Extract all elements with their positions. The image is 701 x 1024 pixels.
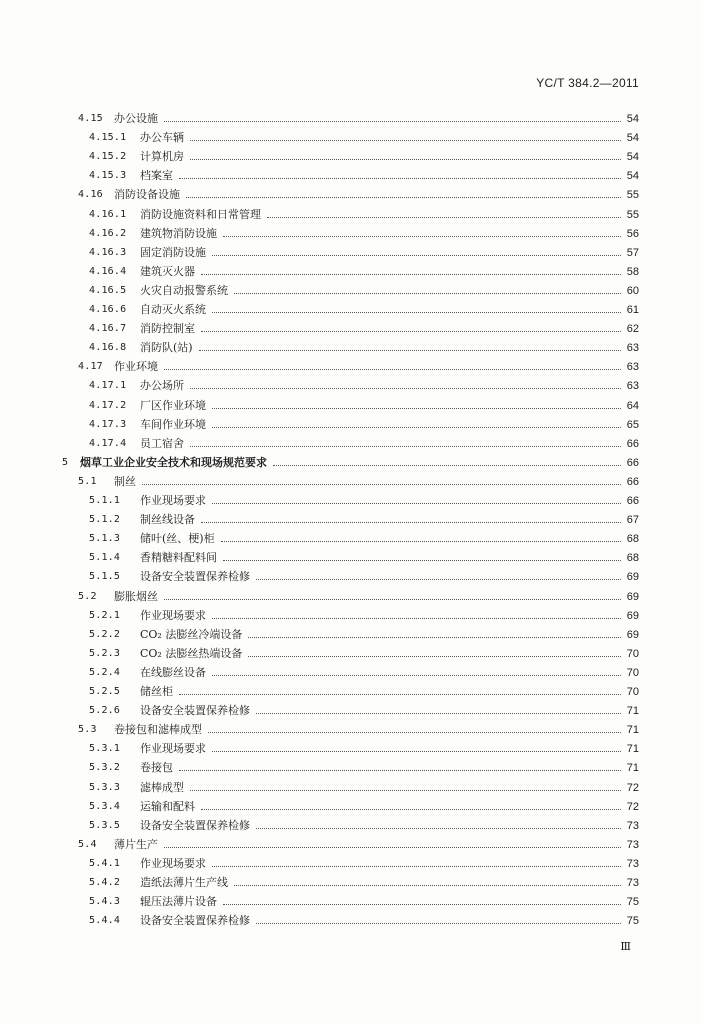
toc-entry (0, 645, 701, 663)
toc-entry-page: 70 (626, 686, 639, 698)
toc-entry-page: 66 (626, 495, 639, 507)
toc-entry-title: 设备安全装置保养检修 (140, 914, 250, 928)
toc-entry-page: 68 (626, 552, 639, 565)
toc-leader-dots (190, 388, 621, 389)
toc-entry-number: 4.16.7 (89, 323, 127, 335)
toc-entry (0, 530, 701, 548)
toc-entry-title: 膨胀烟丝 (114, 589, 158, 603)
toc-entry-title: 储丝柜 (140, 685, 173, 698)
toc-entry-number: 4.16.6 (89, 304, 127, 315)
toc-entry (0, 397, 701, 415)
toc-entry-title: 香精糖料配料间 (140, 551, 217, 565)
toc-entry-page: 63 (626, 342, 639, 355)
toc-leader-dots (212, 675, 621, 676)
toc-leader-dots (164, 369, 621, 370)
toc-entry-number: 5 (62, 456, 69, 468)
toc-leader-dots (208, 732, 621, 733)
toc-entry (0, 912, 701, 930)
toc-entry-number: 4.16.2 (89, 227, 127, 239)
toc-entry (0, 148, 701, 166)
toc-entry-number: 4.15.1 (89, 132, 127, 144)
toc-leader-dots (190, 446, 621, 447)
toc-entry-page: 73 (626, 877, 639, 889)
toc-entry-title: 消防设备设施 (114, 188, 180, 202)
toc-entry-title: 作业现场要求 (140, 608, 206, 622)
toc-leader-dots (234, 293, 621, 294)
toc-entry (0, 320, 701, 338)
toc-entry-number: 4.16 (78, 189, 103, 201)
toc-entry-page: 75 (626, 915, 639, 928)
toc-leader-dots (223, 904, 621, 905)
toc-entry-page: 62 (626, 323, 639, 336)
toc-entry-title: 储叶(丝、梗)柜 (140, 532, 215, 546)
toc-entry-page: 55 (626, 208, 639, 221)
toc-entry-number: 4.17.1 (89, 380, 127, 392)
toc-entry (0, 779, 701, 797)
toc-entry (0, 377, 701, 395)
toc-leader-dots (186, 197, 621, 198)
toc-leader-dots (201, 331, 621, 332)
toc-entry-number: 5.3.3 (89, 781, 121, 793)
toc-entry-title: 薄片生产 (114, 837, 158, 851)
toc-leader-dots (212, 408, 621, 409)
toc-entry-page: 72 (626, 800, 639, 813)
toc-entry (0, 817, 701, 835)
toc-leader-dots (256, 828, 621, 829)
toc-leader-dots (190, 159, 621, 160)
toc-entry-page: 65 (626, 418, 639, 431)
toc-entry-number: 4.16.5 (89, 284, 127, 296)
toc-entry-page: 70 (626, 666, 639, 679)
toc-entry-page: 72 (626, 781, 639, 794)
toc-entry-title: CO₂ 法膨丝冷端设备 (140, 627, 243, 641)
toc-entry-title: 固定消防设施 (140, 245, 206, 259)
toc-entry-title: 辊压法薄片设备 (140, 895, 217, 909)
toc-leader-dots (190, 790, 621, 791)
toc-leader-dots (212, 503, 621, 504)
toc-entry-number: 4.15.2 (89, 151, 127, 163)
toc-entry-number: 5.2 (78, 590, 97, 602)
toc-entry-page: 69 (626, 609, 639, 622)
toc-entry (0, 244, 701, 262)
toc-entry (0, 759, 701, 777)
toc-entry (0, 339, 701, 357)
toc-entry-page: 71 (626, 762, 639, 775)
toc-entry-number: 5.4.3 (89, 896, 121, 908)
toc-leader-dots (199, 350, 621, 351)
toc-entry-title: 滤棒成型 (140, 780, 184, 794)
toc-entry-title: 作业现场要求 (140, 494, 206, 507)
toc-entry-number: 5.1.5 (89, 571, 121, 583)
toc-entry-title: 烟草工业企业安全技术和现场规范要求 (80, 455, 267, 469)
toc-entry-number: 5.1.4 (89, 552, 121, 564)
toc-entry-page: 75 (626, 896, 639, 909)
toc-entry-number: 5.1.1 (89, 495, 121, 506)
toc-entry (0, 855, 701, 873)
toc-entry (0, 263, 701, 281)
toc-entry (0, 167, 701, 185)
toc-entry-title: 设备安全装置保养检修 (140, 818, 250, 832)
toc-leader-dots (190, 140, 621, 141)
toc-entry-number: 5.3.4 (89, 800, 121, 812)
toc-entry-page: 66 (626, 475, 639, 488)
toc-entry-page: 69 (626, 628, 639, 641)
toc-entry-number: 5.3.2 (89, 762, 121, 774)
toc-entry-page: 54 (626, 132, 639, 145)
toc-entry-page: 66 (626, 437, 639, 450)
toc-entry-number: 5.1 (78, 475, 97, 487)
toc-entry (0, 301, 701, 319)
toc-entry-title: 作业现场要求 (140, 742, 206, 756)
toc-entry-title: 卷接包 (140, 761, 173, 775)
toc-entry-number: 5.2.2 (89, 628, 121, 640)
toc-entry (0, 492, 701, 510)
toc-entry (0, 511, 701, 529)
toc-leader-dots (164, 121, 621, 122)
toc-entry-title: 计算机房 (140, 150, 184, 164)
toc-entry (0, 683, 701, 701)
toc-entry-number: 4.15.3 (89, 170, 127, 182)
toc-leader-dots (179, 770, 621, 771)
toc-entry-title: 设备安全装置保养检修 (140, 570, 250, 584)
toc-entry (0, 129, 701, 147)
toc-leader-dots (221, 541, 621, 542)
toc-leader-dots (212, 866, 621, 867)
toc-entry-title: 设备安全装置保养检修 (140, 704, 250, 718)
toc-entry (0, 358, 701, 376)
toc-entry-page: 55 (626, 189, 639, 202)
toc-entry (0, 798, 701, 816)
toc-entry-page: 57 (626, 246, 639, 259)
toc-leader-dots (212, 751, 621, 752)
toc-entry-number: 4.15 (78, 113, 103, 124)
toc-leader-dots (223, 236, 621, 237)
toc-entry-page: 68 (626, 533, 639, 546)
toc-entry (0, 893, 701, 911)
toc-entry-page: 64 (626, 399, 639, 412)
toc-entry-title: 自动灭火系统 (140, 303, 206, 316)
toc-entry-number: 5.4.2 (89, 877, 121, 888)
toc-entry-page: 71 (626, 705, 639, 718)
page-number-roman: Ⅲ (620, 940, 631, 953)
toc-entry-title: 消防设施资料和日常管理 (140, 207, 261, 221)
toc-entry-number: 5.2.5 (89, 686, 121, 697)
toc-entry-number: 4.16.1 (89, 208, 127, 220)
toc-entry-number: 4.17.4 (89, 437, 127, 449)
toc-leader-dots (256, 579, 621, 580)
toc-leader-dots (234, 885, 621, 886)
toc-entry-number: 4.16.8 (89, 342, 127, 354)
toc-leader-dots (201, 274, 621, 275)
toc-leader-dots (201, 809, 621, 810)
toc-entry-number: 5.1.2 (89, 514, 121, 526)
toc-entry-title: 作业环境 (114, 360, 158, 374)
toc-entry-title: 卷接包和滤棒成型 (114, 723, 202, 737)
toc-entry (0, 454, 701, 472)
toc-entry-number: 4.17.3 (89, 418, 127, 430)
toc-leader-dots (273, 465, 621, 466)
toc-entry (0, 836, 701, 854)
toc-entry-number: 5.1.3 (89, 533, 121, 545)
toc-entry-title: 办公设施 (114, 112, 158, 125)
toc-leader-dots (248, 656, 621, 657)
toc-entry-title: 厂区作业环境 (140, 398, 206, 412)
toc-entry-number: 5.2.6 (89, 705, 121, 717)
toc-entry-page: 73 (626, 857, 639, 870)
toc-leader-dots (164, 847, 621, 848)
toc-entry-title: 制丝 (114, 474, 136, 488)
toc-entry-page: 58 (626, 265, 639, 278)
toc-entry-number: 4.16.4 (89, 265, 127, 277)
toc-entry (0, 282, 701, 300)
toc-entry-page: 54 (626, 151, 639, 164)
toc-entry (0, 702, 701, 720)
toc-entry (0, 206, 701, 224)
toc-entry-page: 63 (626, 380, 639, 393)
toc-entry-title: 运输和配料 (140, 799, 195, 813)
toc-entry-title: 在线膨丝设备 (140, 665, 206, 679)
toc-entry-title: 火灾自动报警系统 (140, 283, 228, 297)
toc-entry-number: 5.3.1 (89, 743, 121, 755)
toc-entry-title: 档案室 (140, 169, 173, 183)
toc-entry (0, 588, 701, 606)
toc-leader-dots (212, 312, 621, 313)
toc-leader-dots (248, 637, 621, 638)
toc-entry (0, 225, 701, 243)
toc-entry (0, 607, 701, 625)
toc-entry-number: 5.2.1 (89, 609, 121, 621)
toc-entry-number: 5.3.5 (89, 819, 121, 831)
toc-leader-dots (256, 923, 621, 924)
toc-leader-dots (212, 427, 621, 428)
toc-leader-dots (212, 255, 621, 256)
toc-entry-title: 消防控制室 (140, 322, 195, 336)
toc-entry-page: 63 (626, 361, 639, 374)
toc-entry-page: 61 (626, 304, 639, 316)
toc-entry-title: 制丝线设备 (140, 513, 195, 527)
toc-entry-number: 4.16.3 (89, 246, 127, 258)
toc-entry (0, 186, 701, 204)
toc-entry-page: 71 (626, 724, 639, 737)
toc-entry-page: 73 (626, 838, 639, 851)
toc-entry-title: 作业现场要求 (140, 856, 206, 870)
toc-entry-title: 造纸法薄片生产线 (140, 876, 228, 889)
toc-entry (0, 473, 701, 491)
toc-leader-dots (164, 599, 621, 600)
toc-entry-number: 5.2.4 (89, 666, 121, 678)
toc-entry-page: 69 (626, 590, 639, 603)
toc-entry-number: 4.17 (78, 361, 103, 373)
toc-entry-number: 5.4.4 (89, 915, 121, 927)
toc-entry (0, 435, 701, 453)
toc-entry-title: CO₂ 法膨丝热端设备 (140, 646, 243, 660)
toc-entry-page: 54 (626, 113, 639, 125)
toc-leader-dots (179, 178, 621, 179)
toc-leader-dots (256, 713, 621, 714)
toc-leader-dots (179, 694, 621, 695)
toc-entry-page: 73 (626, 819, 639, 832)
toc-entry (0, 110, 701, 128)
toc-entry-title: 建筑灭火器 (140, 264, 195, 278)
toc-entry-page: 70 (626, 647, 639, 660)
toc-entry-page: 67 (626, 514, 639, 527)
toc-entry (0, 549, 701, 567)
toc-entry-title: 办公场所 (140, 379, 184, 393)
toc-leader-dots (201, 522, 621, 523)
toc-entry-title: 消防队(站) (140, 341, 193, 355)
toc-leader-dots (212, 618, 621, 619)
toc-entry-number: 5.3 (78, 724, 97, 736)
toc-leader-dots (267, 217, 621, 218)
toc-entry-number: 5.2.3 (89, 647, 121, 659)
toc-entry-page: 66 (626, 456, 639, 469)
toc-entry (0, 874, 701, 892)
toc-leader-dots (142, 484, 621, 485)
toc-entry (0, 416, 701, 434)
toc-entry-page: 56 (626, 227, 639, 240)
toc-entry-title: 办公车辆 (140, 131, 184, 145)
toc-entry-number: 5.4.1 (89, 857, 121, 869)
toc-entry-title: 建筑物消防设施 (140, 226, 217, 240)
toc-entry-number: 5.4 (78, 838, 97, 850)
toc-entry (0, 721, 701, 739)
toc-entry-page: 54 (626, 170, 639, 183)
toc-entry (0, 568, 701, 586)
toc-entry (0, 740, 701, 758)
toc-entry (0, 626, 701, 644)
toc-entry-number: 4.17.2 (89, 399, 127, 411)
toc-entry-title: 员工宿舍 (140, 436, 184, 450)
toc-leader-dots (223, 560, 621, 561)
standard-code-header: YC/T 384.2—2011 (536, 76, 639, 90)
toc-entry-page: 69 (626, 571, 639, 584)
toc-entry-page: 60 (626, 284, 639, 297)
toc-entry-title: 车间作业环境 (140, 417, 206, 431)
toc-entry-page: 71 (626, 743, 639, 756)
toc-entry (0, 664, 701, 682)
